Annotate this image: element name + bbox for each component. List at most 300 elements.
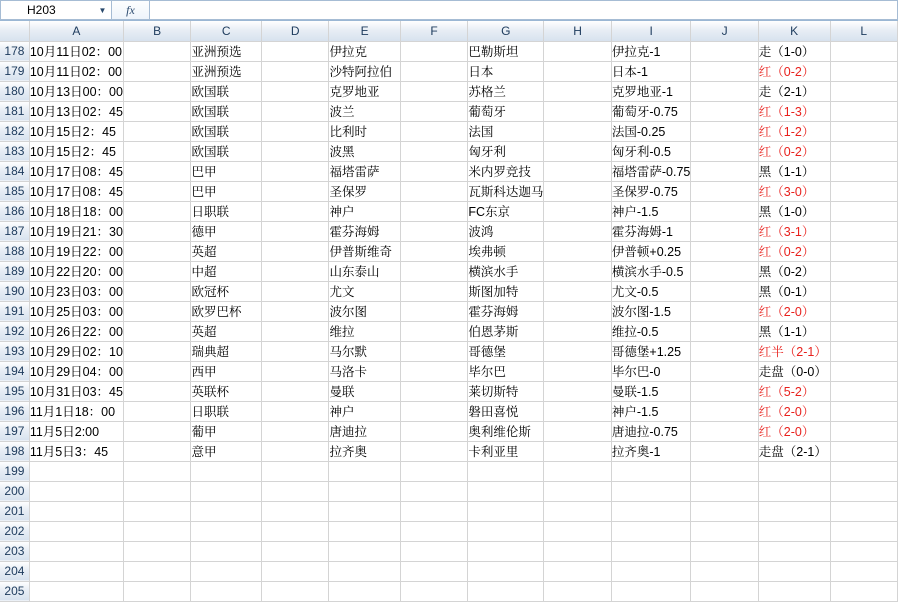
cell-E200[interactable] <box>329 481 400 501</box>
cell-B190[interactable] <box>123 281 191 301</box>
cell-H192[interactable] <box>544 321 612 341</box>
cell-H196[interactable] <box>544 401 612 421</box>
cell-E181[interactable]: 波兰 <box>329 101 400 121</box>
cell-D182[interactable] <box>261 121 329 141</box>
cell-G182[interactable]: 法国 <box>468 121 544 141</box>
cell-B205[interactable] <box>123 581 191 601</box>
cell-J200[interactable] <box>691 481 758 501</box>
insert-function-button[interactable] <box>112 0 150 20</box>
cell-G196[interactable]: 磐田喜悦 <box>468 401 544 421</box>
cell-I182[interactable]: 法国-0.25 <box>611 121 691 141</box>
cell-E198[interactable]: 拉齐奥 <box>329 441 400 461</box>
cell-D183[interactable] <box>261 141 329 161</box>
cell-F202[interactable] <box>400 521 467 541</box>
cell-A179[interactable]: 10月11日02：00 <box>29 61 123 81</box>
cell-G200[interactable] <box>468 481 544 501</box>
cell-K198[interactable]: 走盘（2-1） <box>758 441 830 461</box>
cell-D200[interactable] <box>261 481 329 501</box>
cell-K191[interactable]: 红（2-0） <box>758 301 830 321</box>
cell-F179[interactable] <box>400 61 467 81</box>
cell-E197[interactable]: 唐迪拉 <box>329 421 400 441</box>
cell-E189[interactable]: 山东泰山 <box>329 261 400 281</box>
cell-E195[interactable]: 曼联 <box>329 381 400 401</box>
cell-B203[interactable] <box>123 541 191 561</box>
cell-H194[interactable] <box>544 361 612 381</box>
cell-D191[interactable] <box>261 301 329 321</box>
cell-E201[interactable] <box>329 501 400 521</box>
cell-C186[interactable]: 日职联 <box>191 201 262 221</box>
cell-I200[interactable] <box>611 481 691 501</box>
cell-G197[interactable]: 奥利维伦斯 <box>468 421 544 441</box>
cell-L190[interactable] <box>830 281 897 301</box>
cell-J185[interactable] <box>691 181 758 201</box>
cell-C184[interactable]: 巴甲 <box>191 161 262 181</box>
cell-F197[interactable] <box>400 421 467 441</box>
cell-A185[interactable]: 10月17日08：45 <box>29 181 123 201</box>
cell-G187[interactable]: 波鸿 <box>468 221 544 241</box>
cell-I180[interactable]: 克罗地亚-1 <box>611 81 691 101</box>
cell-B201[interactable] <box>123 501 191 521</box>
cell-A201[interactable] <box>29 501 123 521</box>
cell-J202[interactable] <box>691 521 758 541</box>
cell-A199[interactable] <box>29 461 123 481</box>
cell-G185[interactable]: 瓦斯科达迦马 <box>468 181 544 201</box>
cell-B198[interactable] <box>123 441 191 461</box>
cell-L178[interactable] <box>830 41 897 61</box>
cell-F190[interactable] <box>400 281 467 301</box>
cell-F189[interactable] <box>400 261 467 281</box>
cell-J182[interactable] <box>691 121 758 141</box>
cell-I196[interactable]: 神户-1.5 <box>611 401 691 421</box>
cell-A193[interactable]: 10月29日02：10 <box>29 341 123 361</box>
cell-H185[interactable] <box>544 181 612 201</box>
cell-D198[interactable] <box>261 441 329 461</box>
cell-H187[interactable] <box>544 221 612 241</box>
column-header-k[interactable]: K <box>758 21 830 41</box>
cell-K203[interactable] <box>758 541 830 561</box>
cell-G180[interactable]: 苏格兰 <box>468 81 544 101</box>
cell-K193[interactable] <box>758 341 830 361</box>
cell-A190[interactable]: 10月23日03：00 <box>29 281 123 301</box>
cell-C178[interactable]: 亚洲预选 <box>191 41 262 61</box>
cell-F203[interactable] <box>400 541 467 561</box>
cell-A202[interactable] <box>29 521 123 541</box>
column-header-b[interactable]: B <box>123 21 191 41</box>
cell-J205[interactable] <box>691 581 758 601</box>
column-header-d[interactable]: D <box>261 21 329 41</box>
row-header[interactable]: 181 <box>0 101 29 121</box>
cell-L192[interactable] <box>830 321 897 341</box>
cell-I189[interactable]: 横滨水手-0.5 <box>611 261 691 281</box>
cell-I205[interactable] <box>611 581 691 601</box>
cell-K181[interactable]: 红（1-3） <box>758 101 830 121</box>
column-header-i[interactable]: I <box>611 21 691 41</box>
cell-G179[interactable]: 日本 <box>468 61 544 81</box>
cell-G195[interactable]: 莱切斯特 <box>468 381 544 401</box>
cell-B196[interactable] <box>123 401 191 421</box>
cell-J204[interactable] <box>691 561 758 581</box>
cell-I188[interactable]: 伊普顿+0.25 <box>611 241 691 261</box>
cell-F192[interactable] <box>400 321 467 341</box>
row-header[interactable]: 188 <box>0 241 29 261</box>
row-header[interactable]: 198 <box>0 441 29 461</box>
column-header-g[interactable]: G <box>468 21 544 41</box>
cell-L184[interactable] <box>830 161 897 181</box>
row-header[interactable]: 193 <box>0 341 29 361</box>
cell-D180[interactable] <box>261 81 329 101</box>
cell-I191[interactable]: 波尔图-1.5 <box>611 301 691 321</box>
cell-E184[interactable]: 福塔雷萨 <box>329 161 400 181</box>
cell-G178[interactable]: 巴勒斯坦 <box>468 41 544 61</box>
cell-H184[interactable] <box>544 161 612 181</box>
cell-C200[interactable] <box>191 481 262 501</box>
row-header[interactable]: 196 <box>0 401 29 421</box>
cell-A188[interactable]: 10月19日22：00 <box>29 241 123 261</box>
cell-J188[interactable] <box>691 241 758 261</box>
cell-F200[interactable] <box>400 481 467 501</box>
cell-F188[interactable] <box>400 241 467 261</box>
cell-E182[interactable]: 比利时 <box>329 121 400 141</box>
cell-H197[interactable] <box>544 421 612 441</box>
cell-G192[interactable]: 伯恩茅斯 <box>468 321 544 341</box>
cell-G188[interactable]: 埃弗顿 <box>468 241 544 261</box>
cell-G203[interactable] <box>468 541 544 561</box>
cell-C189[interactable]: 中超 <box>191 261 262 281</box>
cell-K180[interactable]: 走（2-1） <box>758 81 830 101</box>
cell-L194[interactable] <box>830 361 897 381</box>
cell-H189[interactable] <box>544 261 612 281</box>
cell-D204[interactable] <box>261 561 329 581</box>
cell-F201[interactable] <box>400 501 467 521</box>
cell-F178[interactable] <box>400 41 467 61</box>
cell-A186[interactable]: 10月18日18：00 <box>29 201 123 221</box>
cell-A180[interactable]: 10月13日00：00 <box>29 81 123 101</box>
cell-J198[interactable] <box>691 441 758 461</box>
cell-E191[interactable]: 波尔图 <box>329 301 400 321</box>
cell-D179[interactable] <box>261 61 329 81</box>
cell-D192[interactable] <box>261 321 329 341</box>
cell-A192[interactable]: 10月26日22：00 <box>29 321 123 341</box>
cell-J196[interactable] <box>691 401 758 421</box>
cell-E202[interactable] <box>329 521 400 541</box>
cell-C201[interactable] <box>191 501 262 521</box>
cell-F194[interactable] <box>400 361 467 381</box>
cell-I179[interactable]: 日本-1 <box>611 61 691 81</box>
cell-I178[interactable]: 伊拉克-1 <box>611 41 691 61</box>
cell-L187[interactable] <box>830 221 897 241</box>
cell-K192[interactable]: 黑（1-1） <box>758 321 830 341</box>
cell-H182[interactable] <box>544 121 612 141</box>
cell-F183[interactable] <box>400 141 467 161</box>
cell-B188[interactable] <box>123 241 191 261</box>
cell-E179[interactable]: 沙特阿拉伯 <box>329 61 400 81</box>
cell-L198[interactable] <box>830 441 897 461</box>
cell-G202[interactable] <box>468 521 544 541</box>
cell-H203[interactable] <box>544 541 612 561</box>
cell-F184[interactable] <box>400 161 467 181</box>
cell-K205[interactable] <box>758 581 830 601</box>
cell-C179[interactable]: 亚洲预选 <box>191 61 262 81</box>
cell-H180[interactable] <box>544 81 612 101</box>
cell-D190[interactable] <box>261 281 329 301</box>
cell-C190[interactable]: 欧冠杯 <box>191 281 262 301</box>
cell-D188[interactable] <box>261 241 329 261</box>
cell-G189[interactable]: 横滨水手 <box>468 261 544 281</box>
cell-D197[interactable] <box>261 421 329 441</box>
cell-A178[interactable]: 10月11日02：00 <box>29 41 123 61</box>
cell-F196[interactable] <box>400 401 467 421</box>
cell-F205[interactable] <box>400 581 467 601</box>
cell-B180[interactable] <box>123 81 191 101</box>
cell-B189[interactable] <box>123 261 191 281</box>
cell-E193[interactable]: 马尔默 <box>329 341 400 361</box>
cell-K178[interactable]: 走（1-0） <box>758 41 830 61</box>
row-header[interactable]: 190 <box>0 281 29 301</box>
cell-G198[interactable]: 卡利亚里 <box>468 441 544 461</box>
cell-E183[interactable]: 波黑 <box>329 141 400 161</box>
cell-K197[interactable]: 红（2-0） <box>758 421 830 441</box>
cell-E196[interactable]: 神户 <box>329 401 400 421</box>
cell-B191[interactable] <box>123 301 191 321</box>
cell-I201[interactable] <box>611 501 691 521</box>
cell-C191[interactable]: 欧罗巴杯 <box>191 301 262 321</box>
cell-A205[interactable] <box>29 581 123 601</box>
cell-A182[interactable]: 10月15日2：45 <box>29 121 123 141</box>
cell-J187[interactable] <box>691 221 758 241</box>
cell-E203[interactable] <box>329 541 400 561</box>
cell-J197[interactable] <box>691 421 758 441</box>
cell-J183[interactable] <box>691 141 758 161</box>
cell-E192[interactable]: 维拉 <box>329 321 400 341</box>
cell-L195[interactable] <box>830 381 897 401</box>
cell-C187[interactable]: 德甲 <box>191 221 262 241</box>
row-header[interactable]: 201 <box>0 501 29 521</box>
row-header[interactable]: 205 <box>0 581 29 601</box>
cell-D178[interactable] <box>261 41 329 61</box>
cell-K188[interactable]: 红（0-2） <box>758 241 830 261</box>
cell-J194[interactable] <box>691 361 758 381</box>
cell-A200[interactable] <box>29 481 123 501</box>
cell-H178[interactable] <box>544 41 612 61</box>
cell-K204[interactable] <box>758 561 830 581</box>
cell-I183[interactable]: 匈牙利-0.5 <box>611 141 691 161</box>
cell-H186[interactable] <box>544 201 612 221</box>
cell-L182[interactable] <box>830 121 897 141</box>
cell-J189[interactable] <box>691 261 758 281</box>
cell-D189[interactable] <box>261 261 329 281</box>
cell-C193[interactable]: 瑞典超 <box>191 341 262 361</box>
cell-F187[interactable] <box>400 221 467 241</box>
cell-C195[interactable]: 英联杯 <box>191 381 262 401</box>
cell-G204[interactable] <box>468 561 544 581</box>
row-header[interactable]: 185 <box>0 181 29 201</box>
cell-B195[interactable] <box>123 381 191 401</box>
cell-D203[interactable] <box>261 541 329 561</box>
cell-K184[interactable]: 黑（1-1） <box>758 161 830 181</box>
cell-K186[interactable]: 黑（1-0） <box>758 201 830 221</box>
cell-H198[interactable] <box>544 441 612 461</box>
cell-G201[interactable] <box>468 501 544 521</box>
cell-J199[interactable] <box>691 461 758 481</box>
cell-L181[interactable] <box>830 101 897 121</box>
row-header[interactable]: 204 <box>0 561 29 581</box>
cell-A204[interactable] <box>29 561 123 581</box>
cell-I187[interactable]: 霍芬海姆-1 <box>611 221 691 241</box>
cell-E194[interactable]: 马洛卡 <box>329 361 400 381</box>
cell-L179[interactable] <box>830 61 897 81</box>
cell-A196[interactable]: 11月1日18：00 <box>29 401 123 421</box>
cell-A198[interactable]: 11月5日3：45 <box>29 441 123 461</box>
cell-I190[interactable]: 尤文-0.5 <box>611 281 691 301</box>
cell-A187[interactable]: 10月19日21：30 <box>29 221 123 241</box>
cell-H200[interactable] <box>544 481 612 501</box>
cell-C203[interactable] <box>191 541 262 561</box>
row-header[interactable]: 200 <box>0 481 29 501</box>
cell-H183[interactable] <box>544 141 612 161</box>
cell-D202[interactable] <box>261 521 329 541</box>
cell-I186[interactable]: 神户-1.5 <box>611 201 691 221</box>
cell-B185[interactable] <box>123 181 191 201</box>
cell-G181[interactable]: 葡萄牙 <box>468 101 544 121</box>
cell-A184[interactable]: 10月17日08：45 <box>29 161 123 181</box>
row-header[interactable]: 180 <box>0 81 29 101</box>
cell-A195[interactable]: 10月31日03：45 <box>29 381 123 401</box>
row-header[interactable]: 182 <box>0 121 29 141</box>
cell-D181[interactable] <box>261 101 329 121</box>
row-header[interactable]: 192 <box>0 321 29 341</box>
column-header-j[interactable]: J <box>691 21 758 41</box>
row-header[interactable]: 184 <box>0 161 29 181</box>
cell-F182[interactable] <box>400 121 467 141</box>
cell-G186[interactable]: FC东京 <box>468 201 544 221</box>
cell-E178[interactable]: 伊拉克 <box>329 41 400 61</box>
formula-input[interactable] <box>150 0 898 20</box>
cell-G183[interactable]: 匈牙利 <box>468 141 544 161</box>
row-header[interactable]: 194 <box>0 361 29 381</box>
cell-D186[interactable] <box>261 201 329 221</box>
cell-D199[interactable] <box>261 461 329 481</box>
cell-I185[interactable]: 圣保罗-0.75 <box>611 181 691 201</box>
cell-J184[interactable] <box>691 161 758 181</box>
cell-A191[interactable]: 10月25日03：00 <box>29 301 123 321</box>
cell-B199[interactable] <box>123 461 191 481</box>
cell-I197[interactable]: 唐迪拉-0.75 <box>611 421 691 441</box>
cell-B200[interactable] <box>123 481 191 501</box>
row-header[interactable]: 183 <box>0 141 29 161</box>
cell-H193[interactable] <box>544 341 612 361</box>
cell-C199[interactable] <box>191 461 262 481</box>
cell-E185[interactable]: 圣保罗 <box>329 181 400 201</box>
cell-J191[interactable] <box>691 301 758 321</box>
cell-F185[interactable] <box>400 181 467 201</box>
cell-K183[interactable]: 红（0-2） <box>758 141 830 161</box>
cell-G193[interactable]: 哥德堡 <box>468 341 544 361</box>
cell-C181[interactable]: 欧国联 <box>191 101 262 121</box>
cell-C180[interactable]: 欧国联 <box>191 81 262 101</box>
row-header[interactable]: 186 <box>0 201 29 221</box>
cell-K201[interactable] <box>758 501 830 521</box>
cell-H205[interactable] <box>544 581 612 601</box>
column-header-a[interactable]: A <box>29 21 123 41</box>
cell-E186[interactable]: 神户 <box>329 201 400 221</box>
cell-K200[interactable] <box>758 481 830 501</box>
cell-H199[interactable] <box>544 461 612 481</box>
cell-A181[interactable]: 10月13日02：45 <box>29 101 123 121</box>
cell-B184[interactable] <box>123 161 191 181</box>
cell-B197[interactable] <box>123 421 191 441</box>
cell-J186[interactable] <box>691 201 758 221</box>
cell-B192[interactable] <box>123 321 191 341</box>
cell-L183[interactable] <box>830 141 897 161</box>
row-header[interactable]: 191 <box>0 301 29 321</box>
cell-L189[interactable] <box>830 261 897 281</box>
row-header[interactable]: 203 <box>0 541 29 561</box>
cell-H201[interactable] <box>544 501 612 521</box>
row-header[interactable]: 202 <box>0 521 29 541</box>
cell-L196[interactable] <box>830 401 897 421</box>
cell-A189[interactable]: 10月22日20：00 <box>29 261 123 281</box>
cell-G199[interactable] <box>468 461 544 481</box>
cell-H179[interactable] <box>544 61 612 81</box>
cell-J190[interactable] <box>691 281 758 301</box>
cell-C202[interactable] <box>191 521 262 541</box>
cell-F193[interactable] <box>400 341 467 361</box>
cell-L203[interactable] <box>830 541 897 561</box>
cell-F181[interactable] <box>400 101 467 121</box>
cell-B179[interactable] <box>123 61 191 81</box>
cell-K182[interactable]: 红（1-2） <box>758 121 830 141</box>
row-header[interactable]: 199 <box>0 461 29 481</box>
cell-A183[interactable]: 10月15日2：45 <box>29 141 123 161</box>
cell-L185[interactable] <box>830 181 897 201</box>
cell-D205[interactable] <box>261 581 329 601</box>
row-header[interactable]: 195 <box>0 381 29 401</box>
cell-B202[interactable] <box>123 521 191 541</box>
column-header-l[interactable]: L <box>830 21 897 41</box>
row-header[interactable]: 178 <box>0 41 29 61</box>
cell-L201[interactable] <box>830 501 897 521</box>
cell-B182[interactable] <box>123 121 191 141</box>
cell-D187[interactable] <box>261 221 329 241</box>
cell-F191[interactable] <box>400 301 467 321</box>
cell-A194[interactable]: 10月29日04：00 <box>29 361 123 381</box>
cell-J192[interactable] <box>691 321 758 341</box>
cell-G184[interactable]: 米内罗竞技 <box>468 161 544 181</box>
cell-B183[interactable] <box>123 141 191 161</box>
cell-H181[interactable] <box>544 101 612 121</box>
cell-L193[interactable] <box>830 341 897 361</box>
cell-I193[interactable]: 哥德堡+1.25 <box>611 341 691 361</box>
cell-K199[interactable] <box>758 461 830 481</box>
cell-J179[interactable] <box>691 61 758 81</box>
cell-B193[interactable] <box>123 341 191 361</box>
cell-L202[interactable] <box>830 521 897 541</box>
cell-I181[interactable]: 葡萄牙-0.75 <box>611 101 691 121</box>
name-box[interactable] <box>0 0 112 20</box>
cell-K189[interactable]: 黑（0-2） <box>758 261 830 281</box>
cell-J195[interactable] <box>691 381 758 401</box>
cell-D194[interactable] <box>261 361 329 381</box>
cell-L180[interactable] <box>830 81 897 101</box>
cell-F180[interactable] <box>400 81 467 101</box>
cell-B204[interactable] <box>123 561 191 581</box>
cell-C196[interactable]: 日职联 <box>191 401 262 421</box>
cell-L191[interactable] <box>830 301 897 321</box>
cell-E205[interactable] <box>329 581 400 601</box>
cell-C194[interactable]: 西甲 <box>191 361 262 381</box>
cell-K196[interactable]: 红（2-0） <box>758 401 830 421</box>
cell-F198[interactable] <box>400 441 467 461</box>
